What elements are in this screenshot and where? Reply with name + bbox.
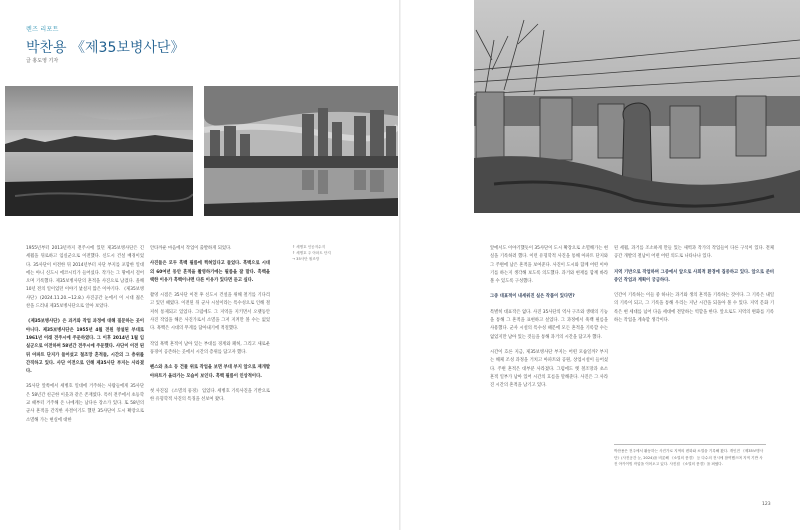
section-tag: 렌즈 리포트 [26, 26, 59, 33]
text-column-4 [614, 245, 774, 415]
question-paragraph: 《제35보병사단》은 과거와 작업 과정에 대해 질문하는 곳이 아니다. 제35보병사단은 1955년 4월 전원 창설된 부대로 1961년 이래 전주시에 주둔하였다. 그 이후 2014년 1월 임실군으로 이전하며 58년간 전주시에 주둔했다. 사단이 이전 된 뒤 아파트 단지가 들어섰고 철조망 흔적들, 시간의 그 층위를 간직하고 있다. 사단 이전으로 인해 제35사단 부지는 사라졌다. [26, 319, 144, 375]
page-gutter [399, 0, 401, 530]
reservoir-photo [5, 86, 193, 216]
question-heading: 지역 기반으로 작업하며 그중에서 앞으로 사회적 환경에 집중하고 있다. 앞으로 준비 중인 작업과 계획이 궁금하다. [614, 269, 774, 283]
paragraph: 안타까운 마음에서 작업이 출발하게 되었다. [150, 246, 232, 251]
question-paragraph: 사진들은 모두 흑백 필름에 찍혀있다고 들었다. 흑백으로 시대의 60여년 동안 흔적을 촬영하기에는 필름을 잘 말다. 흑백을 택한 이유가 흑백이냐면 다른 이유가 있다면 듣고 싶다. [150, 261, 270, 283]
author-footnote: 박찬용은 전주에서 활동하는 사진가로 지역의 변화와 소멸을 기록해 왔다. 개인전 《제35보병사단》(사진공간 눈, 2024)을 비롯해 《소멸의 풍경》 등 다수의 전시에 참여했으며 지역 기반 사진 아카이빙 작업을 이어오고 있다. 사진집 《소멸의 풍경》을 펴냈다. [614, 449, 764, 467]
paragraph: 첫 사진집 《소멸의 풍경》 입었다. 세병호 기록사진을 기반으로 한 유형학적 사진의 특징을 선보여 왔다. [150, 388, 270, 403]
caption-item: ↑ 세병호 인공저수지 [292, 245, 326, 249]
question-heading: 그중 대표적이 내세워진 실은 작품이 있다면? [490, 294, 575, 300]
barbed-wire-fence-photo [474, 0, 800, 213]
text-column-2 [150, 245, 270, 510]
paragraph: 시간이 흐른 지금, 제35보병사단 부지는 어떤 모습일까? 부지는 해체 조성 과정을 거치고 아파트와 공원, 상업시설이 들어섰다. 주변 흔적은 대부분 사라졌다. 그럼에도 옛 철조망과 초소 흔적 일부가 남아 있어 시간의 흐름을 말해준다. 사진은 그 사라진 시간의 흔적을 남기고 있다. [490, 349, 608, 389]
paragraph: 35사단 앞쪽에서 세병호 일대에 거주하는 사람들에게 35사단은 58년간 친근한 이웃과 같은 존재였다. 특히 전주에서 초등학교 때부터 거주해 온 나에게는 남다른 장소가 있다. 또 58년의 군사 흔적을 간직한 사결이기도 했던 35사단이 도시 확장으로 소멸해 가는 현실에 대한 [26, 384, 144, 423]
text-column-1 [26, 245, 144, 510]
footnote-divider [614, 444, 766, 445]
paragraph: 1955년부터 2013년까지 전주시에 있던 제35보병사단은 긴 세월을 뒤로하고 임실군으로 이전했다. 신도시 건설 배경이었다. 35사단이 이전한 뒤 2014년부터 사단 부지를 포함한 일대에는 아니 신도시 에코시티가 들어섰다. 작가는 그 땅에서 걸어오며 기록했다. 제35보병사단의 흔적을 사진으로 남겼다. 올해 10년 전의 일이었던 이야기 낯설지 않은 이야기다. 《제35보병사단》(2024.11.20.~12.8.) 사진공간 눈에서 이 시대 젊은 찬을 드러내 제35보병사단으로 알아 보았다. [26, 246, 144, 310]
article-title: 박찬용 《제35보병사단》 [26, 40, 185, 56]
caption-item: ↑ 세병호 주 아파트 단지 [292, 251, 331, 255]
text-column-3 [490, 245, 608, 510]
paragraph: 인간이 기록하는 이들 중 하나는 과거와 생의 흔적을 기록하는 것이다. 그 기록은 내일의 기록이 되고, 그 기록을 통해 우리는 지난 시간을 되돌아 볼 수 있다. 지역 문화 기록은 현 세대를 넘어 다음 세대에 전달하는 역할을 한다. 앞으로도 지역의 변화를 기록하는 작업을 계속할 생각이다. [614, 293, 774, 324]
paragraph: 특별히 대표작은 없다. 사진 35사단의 역사 구조와 생태의 기능을 통해 그 흔적을 표현하고 싶었다. 그 과정에서 흑백 필름을 사용했다. 군사 시설의 특수성 때문에 모든 흔적을 기록할 수는 없었지만 남아 있는 것들을 통해 과거의 시간을 담고자 했다. [490, 309, 608, 340]
byline: 글 홍도영 기자 [26, 58, 59, 64]
photo-captions [292, 244, 392, 262]
paragraph: 작업 흑백 흔적이 남아 있는 부대를 경계와 폐허, 그리고 새로운 풍경이 공존하는 곳에서 시간의 층위를 담고자 했다. [150, 341, 270, 355]
question-paragraph: 펜스와 초소 등 건물 위로 작업을 보면 부대 부지 앞으로 재개발 아파트가 올라가는 모습이 보인다. 흑백 필름이 인상적이다. [150, 365, 270, 379]
paragraph: 앞에서도 이야기했듯이 35사단이 도시 확장으로 소멸해가는 현실을 기록하려 했다. 이런 유형학적 사진을 통해 아파트 단지와 그 주변에 남은 흔적을 보여준다. 사진이 도시와 함께 어떤 이야기를 하는지 생각해 보도록 의도했다. 과거와 현재를 함께 바라볼 수 있도록 구성했다. [490, 246, 608, 285]
paragraph: 촬영 시점은 35사단 이전 후 신도시 건설을 위해 철거를 기다리고 있던 때였다. 이전된 뒤 군사 시설이라는 특수성으로 인해 철저히 통제되고 있었다. 그럼에도 그 지역을 지키면서 오랫동안 사진 작업을 해온 사진가로서 소멸을 그저 지켜만 볼 수는 없었다. 흑백은 시대의 무게를 담아내기에 적절했다. [150, 293, 270, 332]
page-number: 123 [762, 502, 771, 507]
caption-item: → 35사단 철조망 [292, 257, 320, 261]
apartment-complex-photo [204, 86, 398, 216]
paragraph: 된 세월, 과거를 조소하게 만들 있는 새벽과 작가의 작업들이 다른 구석이 있다. 전체 공간 개발의 철남이 어떤 어떤 의도로 나타나나 있다. [614, 246, 774, 260]
